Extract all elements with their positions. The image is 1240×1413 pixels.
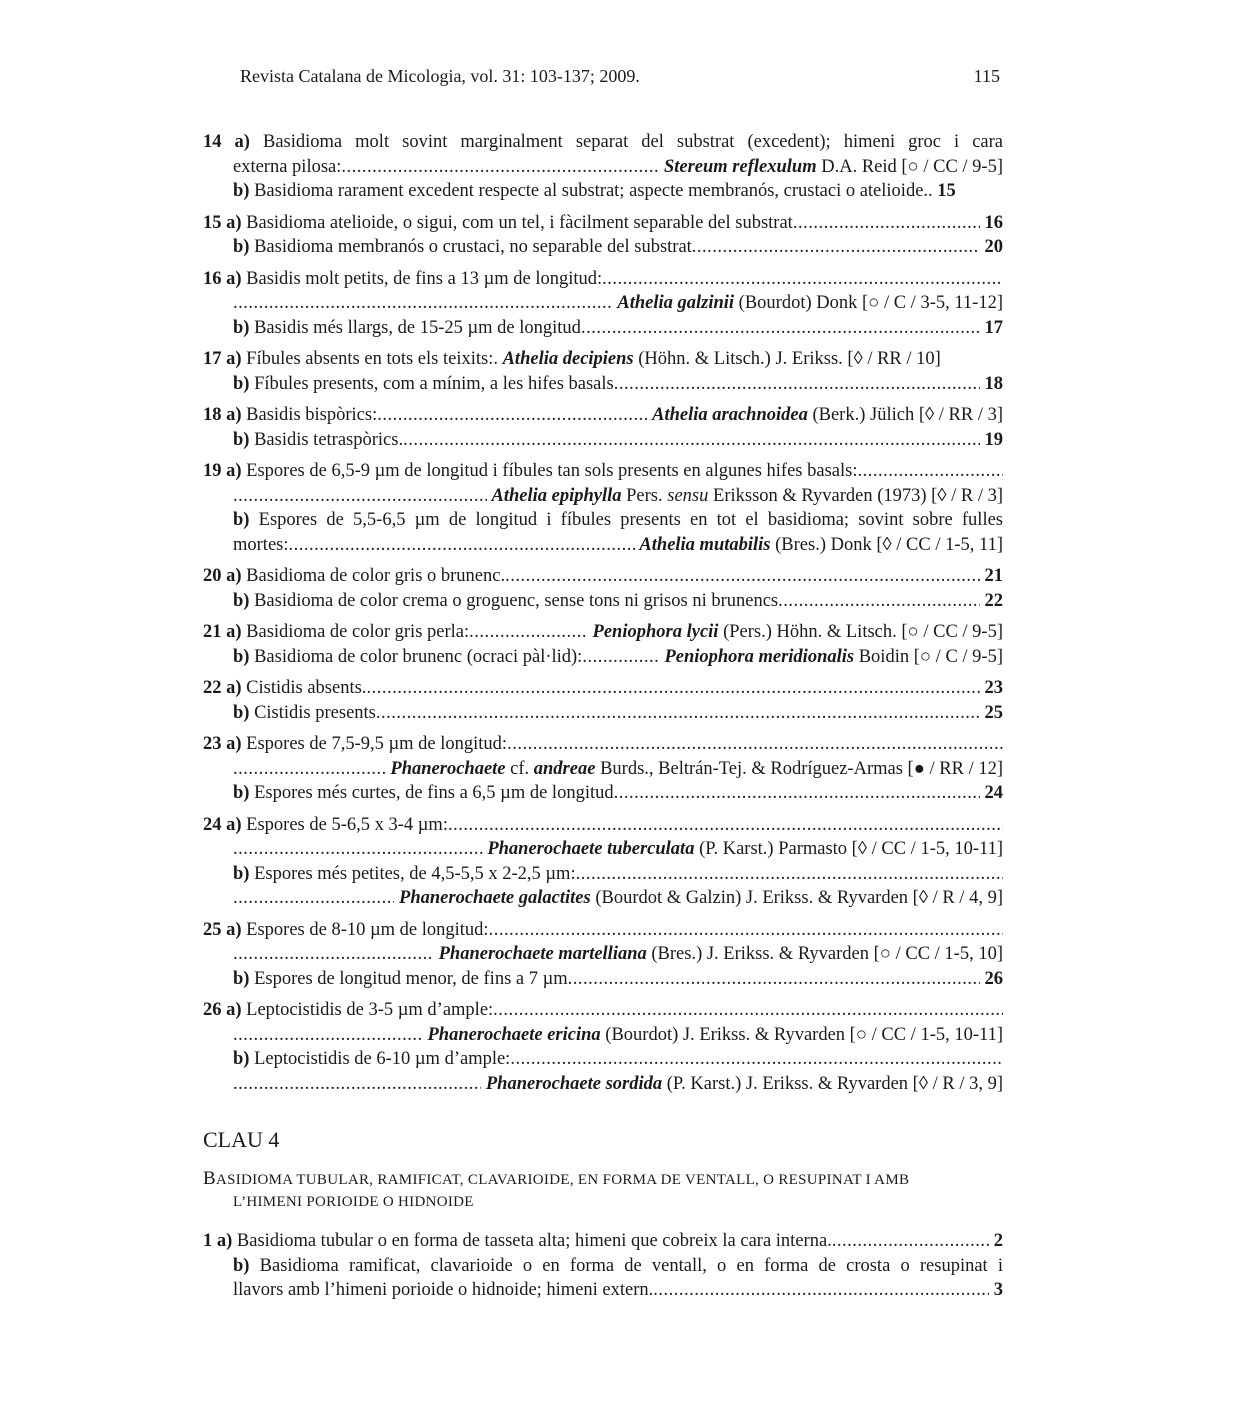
lead-17b: b) Fíbules presents, com a mínim, a les hifes basals ..... 18 <box>203 372 1003 397</box>
lead-17a: 17 a) Fíbules absents en tots els teixits:. Athelia decipiens (Höhn. & Litsch.) J. Erikss. [◊ / RR / 10] <box>203 347 1003 372</box>
goto-number: 24 <box>984 783 1003 803</box>
section-description <box>203 1168 1003 1213</box>
description-line1: BASIDIOMA TUBULAR, RAMIFICAT, CLAVARIOIDE, EN FORMA DE VENTALL, O RESUPINAT I AMB <box>203 1168 910 1189</box>
lead-22a: 22 a) Cistidis absents. ..... 23 <box>203 676 1003 701</box>
lead-25a-line1: 25 a) Espores de 8-10 µm de longitud: ..... <box>203 918 1003 943</box>
goto-number: 16 <box>984 212 1003 233</box>
lead-25a-line2: ..... Phanerochaete martelliana (Bres.) J. Erikss. & Ryvarden [○ / CC / 1-5, 10] <box>203 942 1003 967</box>
taxon-name: Stereum reflexulum <box>663 156 817 177</box>
lead-23a-line2: ..... Phanerochaete cf. andreae Burds., Beltrán-Tej. & Rodríguez-Armas [● / RR / 12] <box>203 757 1003 782</box>
lead-14a-line2: externa pilosa: ..... Stereum reflexulum D.A. Reid [○ / CC / 9-5] <box>203 155 1003 180</box>
journal-citation: Revista Catalana de Micologia, vol. 31: 103-137; 2009. <box>240 66 640 86</box>
lead-24a-line1: 24 a) Espores de 5-6,5 x 3-4 µm: ..... <box>203 813 1003 838</box>
lead-26b-line2: ..... Phanerochaete sordida (P. Karst.) J. Erikss. & Ryvarden [◊ / R / 3, 9] <box>203 1072 1003 1097</box>
lead-21b: b) Basidioma de color brunenc (ocraci pàl·lid): ..... Peniophora meridionalis Boidin [○ / C / 9-5] <box>203 645 1003 670</box>
couplet-21 <box>203 620 1003 669</box>
couplet-19 <box>203 459 1003 557</box>
lead-1b-line1: b) Basidioma ramificat, clavarioide o en forma de ventall, o en forma de crosta o resupinat i <box>233 1255 1004 1276</box>
couplet-16 <box>203 267 1003 341</box>
lead-19b-line1: b) Espores de 5,5-6,5 µm de longitud i fíbules presents en tot el basidioma; sovint sobre fulles <box>233 510 1003 530</box>
couplet-1 <box>203 1229 1003 1303</box>
goto-number: 3 <box>993 1280 1003 1300</box>
lead-19a-line1: 19 a) Espores de 6,5-9 µm de longitud i fíbules tan sols presents en algunes hifes basals: ..... <box>203 459 1003 484</box>
couplet-22 <box>203 676 1003 725</box>
lead-15a: 15 a) Basidioma atelioide, o sigui, com un tel, i fàcilment separable del substrat ..... 16 <box>203 211 1003 236</box>
couplet-26 <box>203 998 1003 1096</box>
lead-26a-line1: 26 a) Leptocistidis de 3-5 µm d’ample: ..... <box>203 998 1003 1023</box>
taxon-name: Phanerochaete ericina <box>427 1024 601 1045</box>
taxon-name: Peniophora lycii <box>592 622 719 642</box>
taxon-name: Athelia epiphylla <box>491 485 622 506</box>
lead-16a-line2: ..... Athelia galzinii (Bourdot) Donk [○ / C / 3-5, 11-12] <box>203 291 1003 316</box>
couplet-23 <box>203 732 1003 806</box>
taxon-name: Athelia galzinii <box>617 293 735 313</box>
lead-14a-line1: 14 a) Basidioma molt sovint marginalment separat del substrat (excedent); himeni groc i cara <box>203 132 1004 152</box>
goto-number: 2 <box>993 1231 1003 1251</box>
lead-24b-line2: ..... Phanerochaete galactites (Bourdot & Galzin) J. Erikss. & Ryvarden [◊ / R / 4, 9] <box>203 886 1003 911</box>
lead-26a-line2: ..... Phanerochaete ericina (Bourdot) J. Erikss. & Ryvarden [○ / CC / 1-5, 10-11] <box>203 1023 1003 1048</box>
taxon-name: Athelia arachnoidea <box>652 405 808 425</box>
goto-number: 26 <box>984 968 1003 989</box>
lead-16b: b) Basidis més llargs, de 15-25 µm de longitud ..... 17 <box>203 316 1003 341</box>
lead-23a-line1: 23 a) Espores de 7,5-9,5 µm de longitud: ..... <box>203 732 1003 757</box>
lead-26b-line1: b) Leptocistidis de 6-10 µm d’ample: ..... <box>203 1047 1003 1072</box>
lead-18b: b) Basidis tetraspòrics. ..... 19 <box>203 428 1003 453</box>
goto-number: 23 <box>984 678 1003 698</box>
page-number: 115 <box>973 66 1000 86</box>
goto-number: 22 <box>984 590 1003 611</box>
taxon-name: Phanerochaete tuberculata <box>487 839 695 859</box>
taxon-name: Phanerochaete sordida <box>485 1073 663 1094</box>
lead-22b: b) Cistidis presents ..... 25 <box>203 701 1003 726</box>
lead-18a: 18 a) Basidis bispòrics: ..... Athelia arachnoidea (Berk.) Jülich [◊ / RR / 3] <box>203 403 1003 428</box>
couplet-15 <box>203 211 1003 260</box>
couplet-20 <box>203 564 1003 613</box>
lead-20a: 20 a) Basidioma de color gris o brunenc. ..... 21 <box>203 564 1003 589</box>
couplet-18 <box>203 403 1003 452</box>
taxon-name: Phanerochaete martelliana <box>438 944 647 964</box>
description-line2: L’HIMENI PORIOIDE O HIDNOIDE <box>233 1194 474 1210</box>
taxon-name: Phanerochaete galactites <box>399 888 591 908</box>
lead-1b-line2: llavors amb l’himeni porioide o hidnoide; himeni extern. ..... 3 <box>203 1278 1003 1303</box>
lead-25b: b) Espores de longitud menor, de fins a 7 µm ..... 26 <box>203 967 1003 992</box>
goto-number: 19 <box>984 429 1003 450</box>
lead-14b: b) Basidioma rarament excedent respecte al substrat; aspecte membranós, crustaci o atelioide.. 15 <box>203 179 1003 204</box>
lead-23b: b) Espores més curtes, de fins a 6,5 µm de longitud ..... 24 <box>203 781 1003 806</box>
lead-20b: b) Basidioma de color crema o groguenc, sense tons ni grisos ni brunencs ..... 22 <box>203 589 1003 614</box>
couplet-25 <box>203 918 1003 992</box>
goto-number: 21 <box>984 566 1003 586</box>
lead-21a: 21 a) Basidioma de color gris perla: ..... Peniophora lycii (Pers.) Höhn. & Litsch. [○ / CC / 9-5] <box>203 620 1003 645</box>
goto-number: 17 <box>984 317 1003 338</box>
taxon-name: Athelia decipiens <box>502 349 634 369</box>
lead-24a-line2: ..... Phanerochaete tuberculata (P. Karst.) Parmasto [◊ / CC / 1-5, 10-11] <box>203 837 1003 862</box>
lead-1a: 1 a) Basidioma tubular o en forma de tasseta alta; himeni que cobreix la cara interna. ..... 2 <box>203 1229 1003 1254</box>
lead-19b-line2: mortes: ..... Athelia mutabilis (Bres.) Donk [◊ / CC / 1-5, 11] <box>203 533 1003 558</box>
lead-15b: b) Basidioma membranós o crustaci, no separable del substrat ..... 20 <box>203 235 1003 260</box>
goto-number: 18 <box>984 373 1003 394</box>
taxon-name: Peniophora meridionalis <box>664 646 855 667</box>
taxon-name: Athelia mutabilis <box>639 534 771 555</box>
section-heading-clau-4: CLAU 4 <box>203 1127 280 1152</box>
identification-key <box>203 130 1003 1310</box>
lead-19a-line2: ..... Athelia epiphylla Pers. sensu Eriksson & Ryvarden (1973) [◊ / R / 3] <box>203 484 1003 509</box>
goto-number: 15 <box>937 181 956 201</box>
couplet-14 <box>203 130 1003 204</box>
lead-16a-line1: 16 a) Basidis molt petits, de fins a 13 µm de longitud: ..... <box>203 267 1003 292</box>
couplet-24 <box>203 813 1003 911</box>
couplet-17 <box>203 347 1003 396</box>
lead-24b-line1: b) Espores més petites, de 4,5-5,5 x 2-2,5 µm: ..... <box>203 862 1003 887</box>
goto-number: 20 <box>984 237 1003 257</box>
taxon-name: Phanerochaete <box>390 758 506 779</box>
goto-number: 25 <box>984 702 1003 723</box>
